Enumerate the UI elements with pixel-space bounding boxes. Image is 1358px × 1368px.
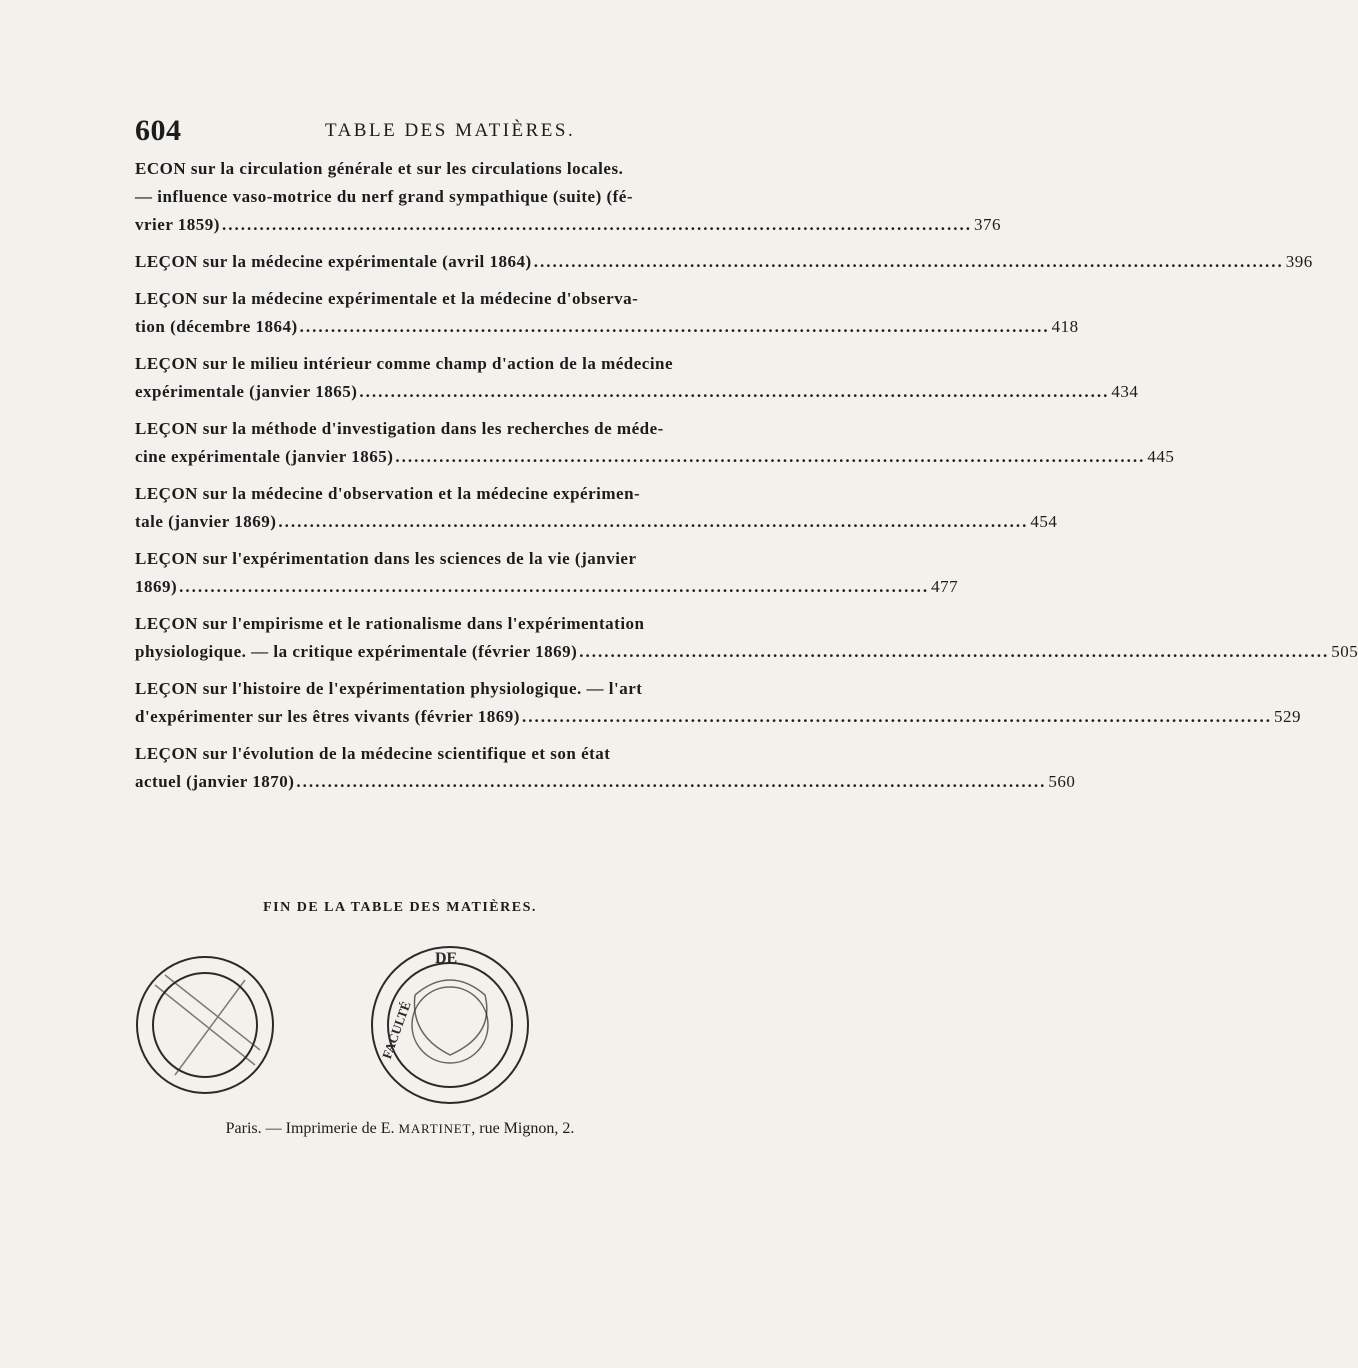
entry-gap xyxy=(135,341,720,350)
toc-page-number: 505 xyxy=(1331,642,1358,661)
table-of-contents xyxy=(135,155,1358,796)
toc-entry-last-line xyxy=(135,573,959,601)
toc-page-number: 560 xyxy=(1048,772,1076,791)
toc-entry xyxy=(135,155,1001,239)
toc-entry-line: LEÇON sur le milieu intérieur comme champ d'action de la médecine xyxy=(135,354,674,373)
toc-entry xyxy=(135,545,959,601)
toc-entry-last-line xyxy=(135,638,1358,666)
entry-gap xyxy=(135,536,720,545)
page-number: 604 xyxy=(135,114,182,147)
toc-entry-last-line xyxy=(135,313,1079,341)
toc-entry-text: 1869) xyxy=(135,577,178,596)
toc-entry-text: cine expérimentale (janvier 1865) xyxy=(135,447,394,466)
dot-leader: ........................................................................................................................ xyxy=(579,642,1330,661)
dot-leader: ........................................................................................................................ xyxy=(179,577,930,596)
toc-page-number: 477 xyxy=(931,577,959,596)
toc-entry-text: tale (janvier 1869) xyxy=(135,512,277,531)
dot-leader: ........................................................................................................................ xyxy=(221,215,972,234)
toc-entry-text: vrier 1859) xyxy=(135,215,220,234)
toc-entry-line: LEÇON sur l'empirisme et le rationalisme dans l'expérimentation xyxy=(135,614,645,633)
dot-leader: ........................................................................................................................ xyxy=(359,382,1110,401)
toc-page-number: 396 xyxy=(1285,252,1313,271)
imprint-printer: MARTINET xyxy=(398,1121,472,1136)
entry-gap xyxy=(135,471,720,480)
toc-entry xyxy=(135,248,1313,276)
toc-page-number: 418 xyxy=(1051,317,1079,336)
toc-entry-last-line xyxy=(135,378,1139,406)
printer-imprint xyxy=(0,1120,800,1138)
toc-entry xyxy=(135,350,1139,406)
toc-entry-last-line xyxy=(135,703,1301,731)
dot-leader: ........................................................................................................................ xyxy=(278,512,1029,531)
toc-entry-line: ECON sur la circulation générale et sur les circulations locales. xyxy=(135,159,624,178)
toc-entry-text: physiologique. — la critique expérimentale (février 1869) xyxy=(135,642,578,661)
toc-entry-text: LEÇON sur la médecine expérimentale (avril 1864) xyxy=(135,252,532,271)
toc-entry xyxy=(135,285,1079,341)
toc-entry xyxy=(135,480,1058,536)
dot-leader: ........................................................................................................................ xyxy=(521,707,1272,726)
end-of-table-note: FIN DE LA TABLE DES MATIÈRES. xyxy=(263,900,537,915)
toc-entry-line: LEÇON sur l'histoire de l'expérimentation physiologique. — l'art xyxy=(135,679,643,698)
toc-entry-text: tion (décembre 1864) xyxy=(135,317,298,336)
toc-entry xyxy=(135,740,1076,796)
entry-gap xyxy=(135,666,720,675)
toc-entry-last-line xyxy=(135,443,1175,471)
toc-page-number: 376 xyxy=(973,215,1001,234)
toc-entry-text: d'expérimenter sur les êtres vivants (février 1869) xyxy=(135,707,520,726)
dot-leader: ........................................................................................................................ xyxy=(395,447,1146,466)
entry-gap xyxy=(135,239,720,248)
toc-entry-last-line xyxy=(135,248,1313,276)
imprint-suffix: , rue Mignon, 2. xyxy=(471,1120,575,1137)
imprint-prefix: Paris. — Imprimerie de E. xyxy=(225,1120,399,1137)
toc-entry-line: LEÇON sur la médecine expérimentale et la médecine d'observa- xyxy=(135,289,639,308)
toc-entry-last-line xyxy=(135,768,1076,796)
toc-entry xyxy=(135,415,1175,471)
toc-entry-last-line xyxy=(135,211,1001,239)
toc-page-number: 434 xyxy=(1111,382,1139,401)
entry-gap xyxy=(135,406,720,415)
entry-gap xyxy=(135,276,720,285)
toc-page-number: 445 xyxy=(1147,447,1175,466)
toc-entry-text: actuel (janvier 1870) xyxy=(135,772,295,791)
toc-entry-last-line xyxy=(135,508,1058,536)
toc-page-number: 454 xyxy=(1030,512,1058,531)
toc-entry-line: — influence vaso-motrice du nerf grand sympathique (suite) (fé- xyxy=(135,187,634,206)
library-stamp xyxy=(135,935,565,1095)
toc-page-number: 529 xyxy=(1273,707,1301,726)
dot-leader: ........................................................................................................................ xyxy=(299,317,1050,336)
dot-leader: ........................................................................................................................ xyxy=(296,772,1047,791)
svg-text:DE: DE xyxy=(435,950,458,967)
toc-entry-line: LEÇON sur la méthode d'investigation dans les recherches de méde- xyxy=(135,419,664,438)
toc-entry-line: LEÇON sur l'évolution de la médecine scientifique et son état xyxy=(135,744,611,763)
toc-entry xyxy=(135,675,1301,731)
svg-text:FACULTÉ: FACULTÉ xyxy=(379,999,414,1061)
toc-entry-line: LEÇON sur la médecine d'observation et la médecine expérimen- xyxy=(135,484,641,503)
running-title: TABLE DES MATIÈRES. xyxy=(325,120,576,141)
toc-entry-text: expérimentale (janvier 1865) xyxy=(135,382,358,401)
dot-leader: ........................................................................................................................ xyxy=(533,252,1284,271)
entry-gap xyxy=(135,731,720,740)
toc-entry xyxy=(135,610,1358,666)
toc-entry-line: LEÇON sur l'expérimentation dans les sciences de la vie (janvier xyxy=(135,549,637,568)
entry-gap xyxy=(135,601,720,610)
